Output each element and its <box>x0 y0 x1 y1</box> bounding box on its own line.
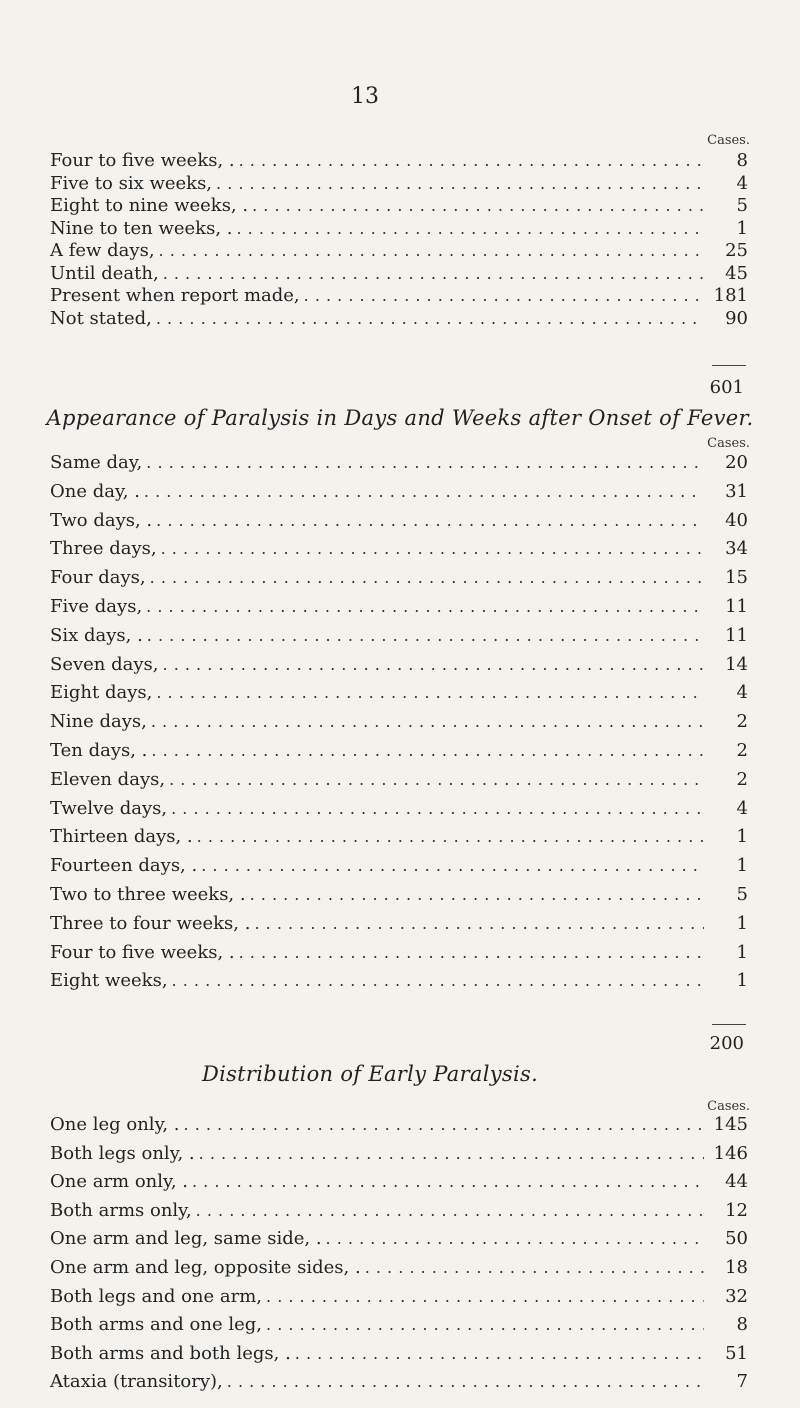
row-label: Both arms only, <box>50 1199 192 1221</box>
dot-leader <box>262 1315 704 1334</box>
row-label: Nine to ten weeks, . <box>50 217 233 239</box>
total-value: 601 <box>709 377 744 398</box>
table-row <box>50 1286 748 1307</box>
dot-leader <box>195 1144 704 1163</box>
row-label: Ten days, . <box>50 740 148 761</box>
row-value: 4 <box>736 172 748 194</box>
row-value: 45 <box>725 262 748 284</box>
cases-column-header: Cases. <box>707 133 750 148</box>
row-label: Both arms and both legs, . <box>50 1342 291 1364</box>
row-label: Thirteen days, . <box>50 826 193 848</box>
row-label: Nine days, <box>50 711 147 733</box>
row-label: Eleven days, <box>50 768 166 790</box>
row-label: Not stated, <box>50 307 152 329</box>
row-label: Three days, <box>50 538 157 560</box>
cases-column-header: Cases. <box>707 1099 750 1114</box>
section-heading: Distribution of Early Paralysis. <box>201 1062 539 1086</box>
row-value: 51 <box>725 1342 748 1364</box>
row-value: 5 <box>736 195 748 216</box>
row-value: 18 <box>725 1257 748 1278</box>
row-label: Present when report made, <box>50 285 300 306</box>
dot-leader <box>223 1372 704 1391</box>
row-value: 2 <box>736 740 748 761</box>
row-label: Two to three weeks, . <box>50 884 246 905</box>
row-label: Eight days, <box>50 682 153 704</box>
row-value: 12 <box>725 1199 748 1221</box>
row-value: 14 <box>725 653 748 675</box>
row-label: Fourteen days, . <box>50 855 198 877</box>
table-row <box>50 1114 748 1135</box>
row-value: 181 <box>713 285 748 306</box>
row-value: 1 <box>736 855 748 877</box>
row-value: 145 <box>713 1114 748 1135</box>
table-row <box>50 1314 748 1335</box>
row-value: 1 <box>736 970 748 992</box>
row-label: Four to five weeks, . <box>50 941 235 963</box>
table-row <box>50 1171 748 1192</box>
dot-leader <box>262 1287 704 1306</box>
row-label: One day, . <box>50 480 140 502</box>
row-value: 1 <box>736 912 748 934</box>
row-label: One arm and leg, same side, . <box>50 1228 322 1250</box>
row-value: 1 <box>736 826 748 848</box>
row-value: 2 <box>736 768 748 790</box>
row-value: 31 <box>725 480 748 502</box>
dot-leader <box>192 1201 704 1220</box>
row-value: 11 <box>725 596 748 617</box>
row-value: 40 <box>725 509 748 531</box>
row-value: 25 <box>725 240 748 261</box>
row-label: Eight to nine weeks, . <box>50 195 249 216</box>
table-row <box>50 1143 748 1164</box>
dot-leader <box>188 1172 704 1191</box>
table-row <box>50 1200 748 1221</box>
table-row <box>50 1371 748 1392</box>
dot-leader <box>322 1229 704 1248</box>
row-label: Both legs and one arm, <box>50 1285 263 1307</box>
row-value: 1 <box>736 941 748 963</box>
row-value: 8 <box>736 1314 748 1336</box>
row-value: 44 <box>725 1171 748 1193</box>
row-label: Ataxia (transitory), <box>50 1371 223 1393</box>
row-value: 15 <box>725 567 748 589</box>
row-value: 34 <box>725 538 748 560</box>
row-value: 5 <box>736 884 748 905</box>
row-label: Four days, <box>50 567 146 589</box>
row-value: 50 <box>725 1228 748 1250</box>
cases-column-header: Cases. <box>707 436 750 451</box>
row-label: Both legs only, . <box>50 1142 195 1164</box>
row-value: 146 <box>713 1142 748 1164</box>
row-label: Six days, . <box>50 624 143 646</box>
row-label: Eight weeks, <box>50 970 168 992</box>
row-value: 90 <box>725 307 748 329</box>
row-value: 4 <box>736 797 748 819</box>
table-row <box>50 1257 748 1278</box>
row-label: Both arms and one leg, <box>50 1314 263 1336</box>
row-label: Three to four weeks, . <box>50 912 251 934</box>
row-label: Seven days, <box>50 653 159 675</box>
row-label: Five days, <box>50 596 143 617</box>
row-value: 2 <box>736 711 748 733</box>
page-number: 13 <box>351 84 379 109</box>
section-heading: Appearance of Paralysis in Days and Weeks after Onset of Fever. <box>46 406 754 430</box>
row-label: Five to six weeks, <box>50 172 213 194</box>
row-value: 4 <box>736 682 748 704</box>
row-label: One leg only, . <box>50 1114 180 1135</box>
dot-leader <box>361 1258 704 1277</box>
dot-leader <box>291 1344 704 1363</box>
row-label: Twelve days, <box>50 797 168 819</box>
table-row <box>50 1228 748 1249</box>
distribution-table <box>50 0 750 1408</box>
row-label: Until death, <box>50 262 159 284</box>
row-value: 32 <box>725 1285 748 1307</box>
row-value: 7 <box>736 1371 748 1393</box>
table-row <box>50 1343 748 1364</box>
row-label: One arm and leg, opposite sides, . <box>50 1257 361 1278</box>
dot-leader <box>180 1115 704 1134</box>
row-value: 11 <box>725 624 748 646</box>
row-value: 8 <box>736 150 748 171</box>
row-label: A few days, <box>50 240 155 261</box>
row-label: Same day, <box>50 452 143 473</box>
row-value: 20 <box>725 452 748 473</box>
row-label: Four to five weeks, . <box>50 150 235 171</box>
row-value: 1 <box>736 217 748 239</box>
row-label: Two days, . <box>50 509 153 531</box>
row-label: One arm only, . <box>50 1171 188 1193</box>
total-value: 200 <box>709 1033 744 1054</box>
